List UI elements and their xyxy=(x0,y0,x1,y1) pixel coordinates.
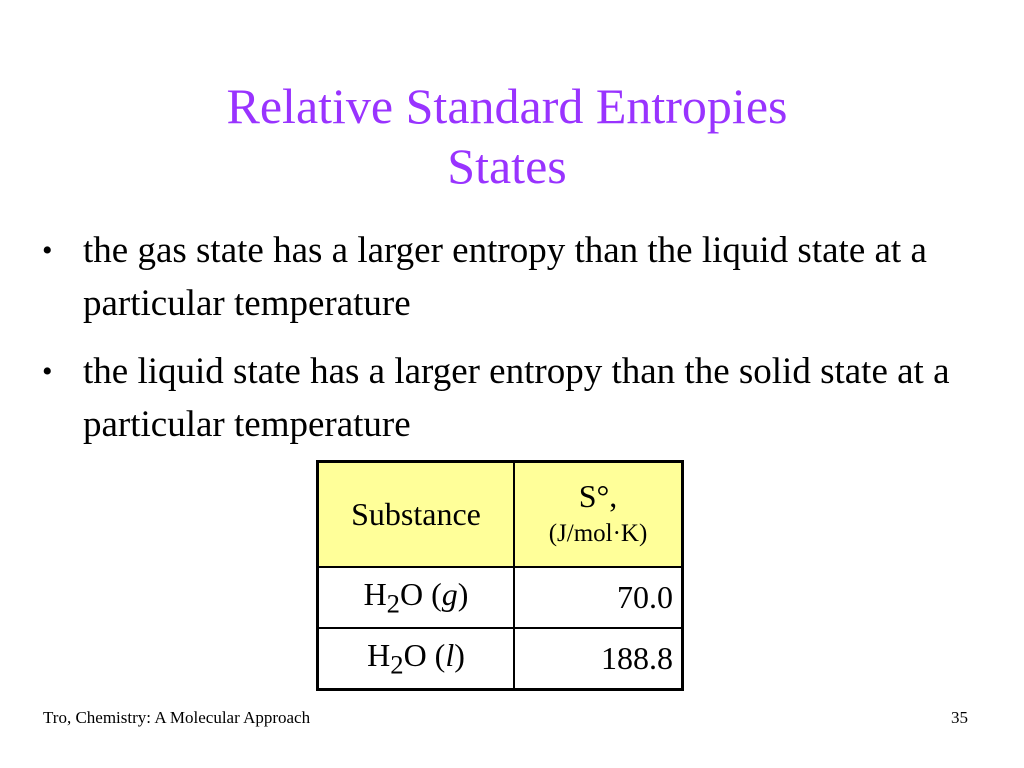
table-row xyxy=(318,628,683,690)
substance-cell xyxy=(318,628,515,690)
bullet-icon: • xyxy=(42,355,53,388)
header-substance: Substance xyxy=(318,462,515,568)
header-entropy-units: (J/mol·K) xyxy=(548,519,648,547)
bullet-icon: • xyxy=(42,234,53,267)
entropy-value-cell: 188.8 xyxy=(514,628,683,690)
bullet-item-2 xyxy=(42,345,982,451)
state-label: l xyxy=(445,636,455,673)
substance-cell xyxy=(318,567,515,628)
formula-prefix: H xyxy=(363,575,387,612)
footer-source: Tro, Chemistry: A Molecular Approach xyxy=(43,708,311,727)
title-line-2: States xyxy=(447,138,567,194)
table-header-row xyxy=(318,462,683,568)
formula-suffix: O ( xyxy=(403,636,446,673)
bullet-item-1 xyxy=(42,224,982,330)
bullet-text-2: the liquid state has a larger entropy than the solid state at a particular temperature xyxy=(83,351,950,445)
entropy-table xyxy=(316,460,684,691)
formula-subscript: 2 xyxy=(386,588,400,619)
title-line-1: Relative Standard Entropies xyxy=(226,78,788,134)
formula-subscript: 2 xyxy=(390,649,404,680)
formula-prefix: H xyxy=(367,636,391,673)
header-entropy xyxy=(514,462,683,568)
formula-suffix: O ( xyxy=(400,575,442,612)
formula-close: ) xyxy=(457,575,469,612)
footer-page-number: 35 xyxy=(951,708,968,727)
formula-close: ) xyxy=(454,636,465,673)
entropy-value-cell: 70.0 xyxy=(514,567,683,628)
slide-title xyxy=(0,76,1014,196)
header-entropy-symbol: S°, xyxy=(578,477,618,514)
table-row xyxy=(318,567,683,628)
state-label: g xyxy=(441,575,458,612)
bullet-list xyxy=(42,224,982,466)
bullet-text-1: the gas state has a larger entropy than the liquid state at a particular temperature xyxy=(83,230,927,324)
